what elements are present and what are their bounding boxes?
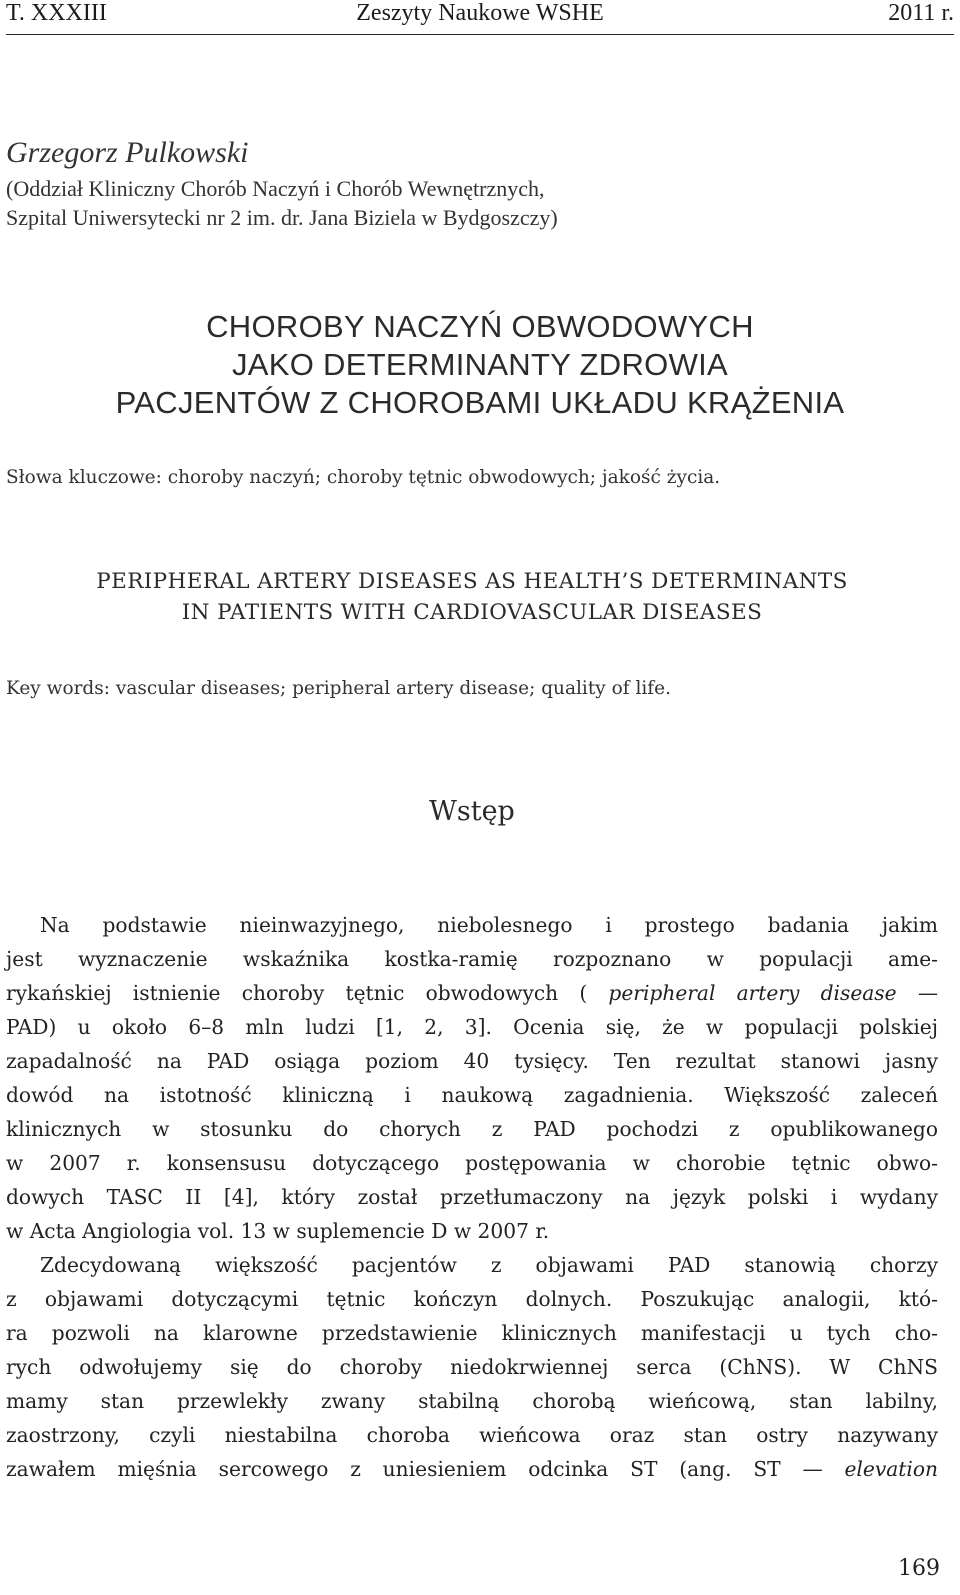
paragraph-line: ra pozwoli na klarowne przedstawienie klinicznych manifestacji u tych cho- <box>6 1321 938 1345</box>
paragraph-line: w Acta Angiologia vol. 13 w suplemencie D w 2007 r. <box>6 1219 550 1243</box>
text-run: zawałem mięśnia sercowego z uniesieniem odcinka ST (ang. ST — <box>6 1457 845 1481</box>
paragraph-line: klinicznych w stosunku do chorych z PAD pochodzi z opublikowanego <box>6 1117 938 1141</box>
paragraph-line: mamy stan przewlekły zwany stabilną chorobą wieńcową, stan labilny, <box>6 1389 938 1413</box>
paragraph-line <box>6 976 938 1010</box>
article-title-polish <box>0 308 960 422</box>
italic-term: elevation <box>844 1457 938 1481</box>
title-line: IN PATIENTS WITH CARDIOVASCULAR DISEASES <box>181 600 763 625</box>
paragraph-line: PAD) u około 6–8 mln ludzi [1, 2, 3]. Ocenia się, że w populacji polskiej <box>6 1015 938 1039</box>
paragraph-line: rych odwołujemy się do choroby niedokrwiennej serca (ChNS). W ChNS <box>6 1355 938 1379</box>
paragraph-line: zaostrzony, czyli niestabilna choroba wieńcowa oraz stan ostry nazywany <box>6 1423 938 1447</box>
title-line: JAKO DETERMINANTY ZDROWIA <box>231 347 729 382</box>
paragraph-line: z objawami dotyczącymi tętnic kończyn dolnych. Poszukując analogii, któ- <box>6 1287 938 1311</box>
affiliation-line: (Oddział Kliniczny Chorób Naczyń i Chorób Wewnętrznych, <box>6 176 545 201</box>
title-line: PACJENTÓW Z CHOROBAMI UKŁADU KRĄŻENIA <box>115 385 845 420</box>
paragraph-line <box>6 1452 938 1486</box>
article-title-english <box>0 566 944 628</box>
keywords-polish: Słowa kluczowe: choroby naczyń; choroby tętnic obwodowych; jakość życia. <box>6 467 721 488</box>
section-heading: Wstęp <box>429 796 515 827</box>
text-run: — <box>917 981 938 1005</box>
paragraph-line: jest wyznaczenie wskaźnika kostka-ramię rozpoznano w populacji ame- <box>6 947 938 971</box>
italic-term: peripheral artery disease <box>608 981 897 1005</box>
body-text <box>6 908 938 1486</box>
paragraph-line: dowód na istotność kliniczną i naukową zagadnienia. Większość zaleceń <box>6 1083 938 1107</box>
paragraph-line: zapadalność na PAD osiąga poziom 40 tysięcy. Ten rezultat stanowi jasny <box>6 1049 938 1073</box>
running-header <box>6 0 954 35</box>
journal-name: Zeszyty Naukowe WSHE <box>356 0 604 26</box>
paragraph-line: Zdecydowaną większość pacjentów z objawami PAD stanowią chorzy <box>40 1253 938 1277</box>
page-number: 169 <box>898 1556 940 1581</box>
year-label: 2011 r. <box>888 0 954 26</box>
text-run: rykańskiej istnienie choroby tętnic obwodowych ( <box>6 981 588 1005</box>
author-name: Grzegorz Pulkowski <box>6 136 249 169</box>
keywords-english: Key words: vascular diseases; peripheral artery disease; quality of life. <box>6 678 671 699</box>
title-line: PERIPHERAL ARTERY DISEASES AS HEALTH’S DETERMINANTS <box>96 569 848 594</box>
paragraph-line: dowych TASC II [4], który został przetłumaczony na język polski i wydany <box>6 1185 938 1209</box>
title-line: CHOROBY NACZYŃ OBWODOWYCH <box>206 309 754 344</box>
author-affiliation <box>6 174 558 232</box>
volume-label: T. XXXIII <box>6 0 107 26</box>
paragraph-line: Na podstawie nieinwazyjnego, niebolesnego i prostego badania jakim <box>40 913 938 937</box>
affiliation-line: Szpital Uniwersytecki nr 2 im. dr. Jana Biziela w Bydgoszczy) <box>6 205 558 230</box>
paragraph-line: w 2007 r. konsensusu dotyczącego postępowania w chorobie tętnic obwo- <box>6 1151 938 1175</box>
